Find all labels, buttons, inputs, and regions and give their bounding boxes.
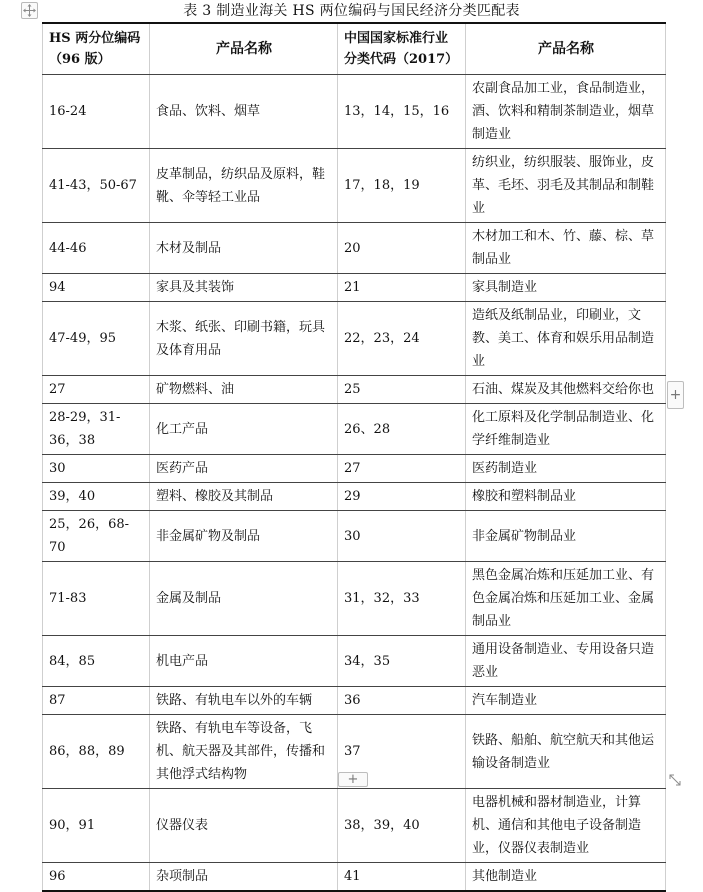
hs-code-cell: 71-83 (43, 562, 150, 636)
cn-code-cell: 20 (338, 223, 466, 274)
hs-code-cell: 25，26，68-70 (43, 511, 150, 562)
table-row (43, 404, 666, 455)
industry-name-cell: 电器机械和器材制造业，计算机、通信和其他电子设备制造业，仪器仪表制造业 (466, 789, 666, 863)
hs-code-cell: 87 (43, 687, 150, 715)
product-name-cell: 皮革制品，纺织品及原料，鞋靴、伞等轻工业品 (150, 149, 338, 223)
table-row (43, 75, 666, 149)
product-name-cell: 医药产品 (150, 455, 338, 483)
hs-code-cell: 27 (43, 376, 150, 404)
cn-code-cell: 17，18，19 (338, 149, 466, 223)
industry-name-cell: 纺织业，纺织服装、服饰业，皮革、毛坯、羽毛及其制品和制鞋业 (466, 149, 666, 223)
header-product-name: 产品名称 (150, 23, 338, 75)
product-name-cell: 矿物燃料、油 (150, 376, 338, 404)
product-name-cell: 木浆、纸张、印刷书籍，玩具及体育用品 (150, 302, 338, 376)
product-name-cell: 铁路、有轨电车以外的车辆 (150, 687, 338, 715)
industry-name-cell: 家具制造业 (466, 274, 666, 302)
header-hs-code: HS 两分位编码（96 版） (43, 23, 150, 75)
product-name-cell: 非金属矿物及制品 (150, 511, 338, 562)
cn-code-cell: 21 (338, 274, 466, 302)
industry-name-cell: 橡胶和塑料制品业 (466, 483, 666, 511)
header-industry-name: 产品名称 (466, 23, 666, 75)
hs-code-cell: 86，88，89 (43, 715, 150, 789)
hs-code-cell: 39，40 (43, 483, 150, 511)
cn-code-cell: 36 (338, 687, 466, 715)
industry-name-cell: 医药制造业 (466, 455, 666, 483)
hs-code-cell: 84，85 (43, 636, 150, 687)
product-name-cell: 杂项制品 (150, 863, 338, 892)
cn-code-cell: 29 (338, 483, 466, 511)
product-name-cell: 仪器仪表 (150, 789, 338, 863)
industry-name-cell: 造纸及纸制品业，印刷业，文教、美工、体育和娱乐用品制造业 (466, 302, 666, 376)
industry-name-cell: 木材加工和木、竹、藤、棕、草制品业 (466, 223, 666, 274)
add-row-button[interactable]: + (667, 381, 684, 409)
product-name-cell: 化工产品 (150, 404, 338, 455)
industry-name-cell: 黑色金属冶炼和压延加工业、有色金属冶炼和压延加工业、金属制品业 (466, 562, 666, 636)
table-row (43, 483, 666, 511)
hs-code-cell: 28-29，31-36，38 (43, 404, 150, 455)
cn-code-cell: 26、28 (338, 404, 466, 455)
table-header-row (43, 23, 666, 75)
industry-name-cell: 非金属矿物制品业 (466, 511, 666, 562)
cn-code-cell: 13，14，15，16 (338, 75, 466, 149)
cn-code-cell: 34，35 (338, 636, 466, 687)
industry-name-cell: 化工原料及化学制品制造业、化学纤维制造业 (466, 404, 666, 455)
hs-code-cell: 94 (43, 274, 150, 302)
hs-industry-mapping-table (42, 22, 666, 892)
industry-name-cell: 农副食品加工业，食品制造业，酒、饮料和精制茶制造业，烟草制造业 (466, 75, 666, 149)
product-name-cell: 塑料、橡胶及其制品 (150, 483, 338, 511)
table-row (43, 302, 666, 376)
industry-name-cell: 通用设备制造业、专用设备只造恶业 (466, 636, 666, 687)
hs-code-cell: 41-43，50-67 (43, 149, 150, 223)
hs-code-cell: 16-24 (43, 75, 150, 149)
table-row (43, 274, 666, 302)
table-row (43, 511, 666, 562)
product-name-cell: 铁路、有轨电车等设备，飞机、航天器及其部件，传播和其他浮式结构物 (150, 715, 338, 789)
product-name-cell: 食品、饮料、烟草 (150, 75, 338, 149)
table-resize-handle[interactable] (668, 772, 682, 786)
table-row (43, 149, 666, 223)
industry-name-cell: 铁路、船舶、航空航天和其他运输设备制造业 (466, 715, 666, 789)
table-caption: 表 3 制造业海关 HS 两位编码与国民经济分类匹配表 (183, 3, 520, 19)
hs-code-cell: 44-46 (43, 223, 150, 274)
table-row (43, 636, 666, 687)
industry-name-cell: 石油、煤炭及其他燃料交给你也 (466, 376, 666, 404)
industry-name-cell: 其他制造业 (466, 863, 666, 892)
cn-code-cell: 25 (338, 376, 466, 404)
industry-name-cell: 汽车制造业 (466, 687, 666, 715)
cn-code-cell: 30 (338, 511, 466, 562)
cn-code-cell: 41 (338, 863, 466, 892)
table-row (43, 687, 666, 715)
resize-diagonal-icon (668, 773, 682, 787)
cn-code-cell: 27 (338, 455, 466, 483)
cn-code-cell: 31，32，33 (338, 562, 466, 636)
product-name-cell: 家具及其装饰 (150, 274, 338, 302)
table-row (43, 223, 666, 274)
hs-code-cell: 90，91 (43, 789, 150, 863)
table-row (43, 863, 666, 892)
table-row (43, 789, 666, 863)
product-name-cell: 木材及制品 (150, 223, 338, 274)
cn-code-cell: 38，39，40 (338, 789, 466, 863)
product-name-cell: 金属及制品 (150, 562, 338, 636)
table-row (43, 376, 666, 404)
header-cn-code: 中国国家标准行业分类代码（2017） (338, 23, 466, 75)
product-name-cell: 机电产品 (150, 636, 338, 687)
table-row (43, 562, 666, 636)
hs-code-cell: 47-49，95 (43, 302, 150, 376)
add-column-button[interactable]: + (338, 772, 368, 787)
cn-code-cell: 22，23，24 (338, 302, 466, 376)
table-row (43, 455, 666, 483)
hs-code-cell: 30 (43, 455, 150, 483)
hs-code-cell: 96 (43, 863, 150, 892)
cn-code-cell: 37 (338, 715, 466, 789)
